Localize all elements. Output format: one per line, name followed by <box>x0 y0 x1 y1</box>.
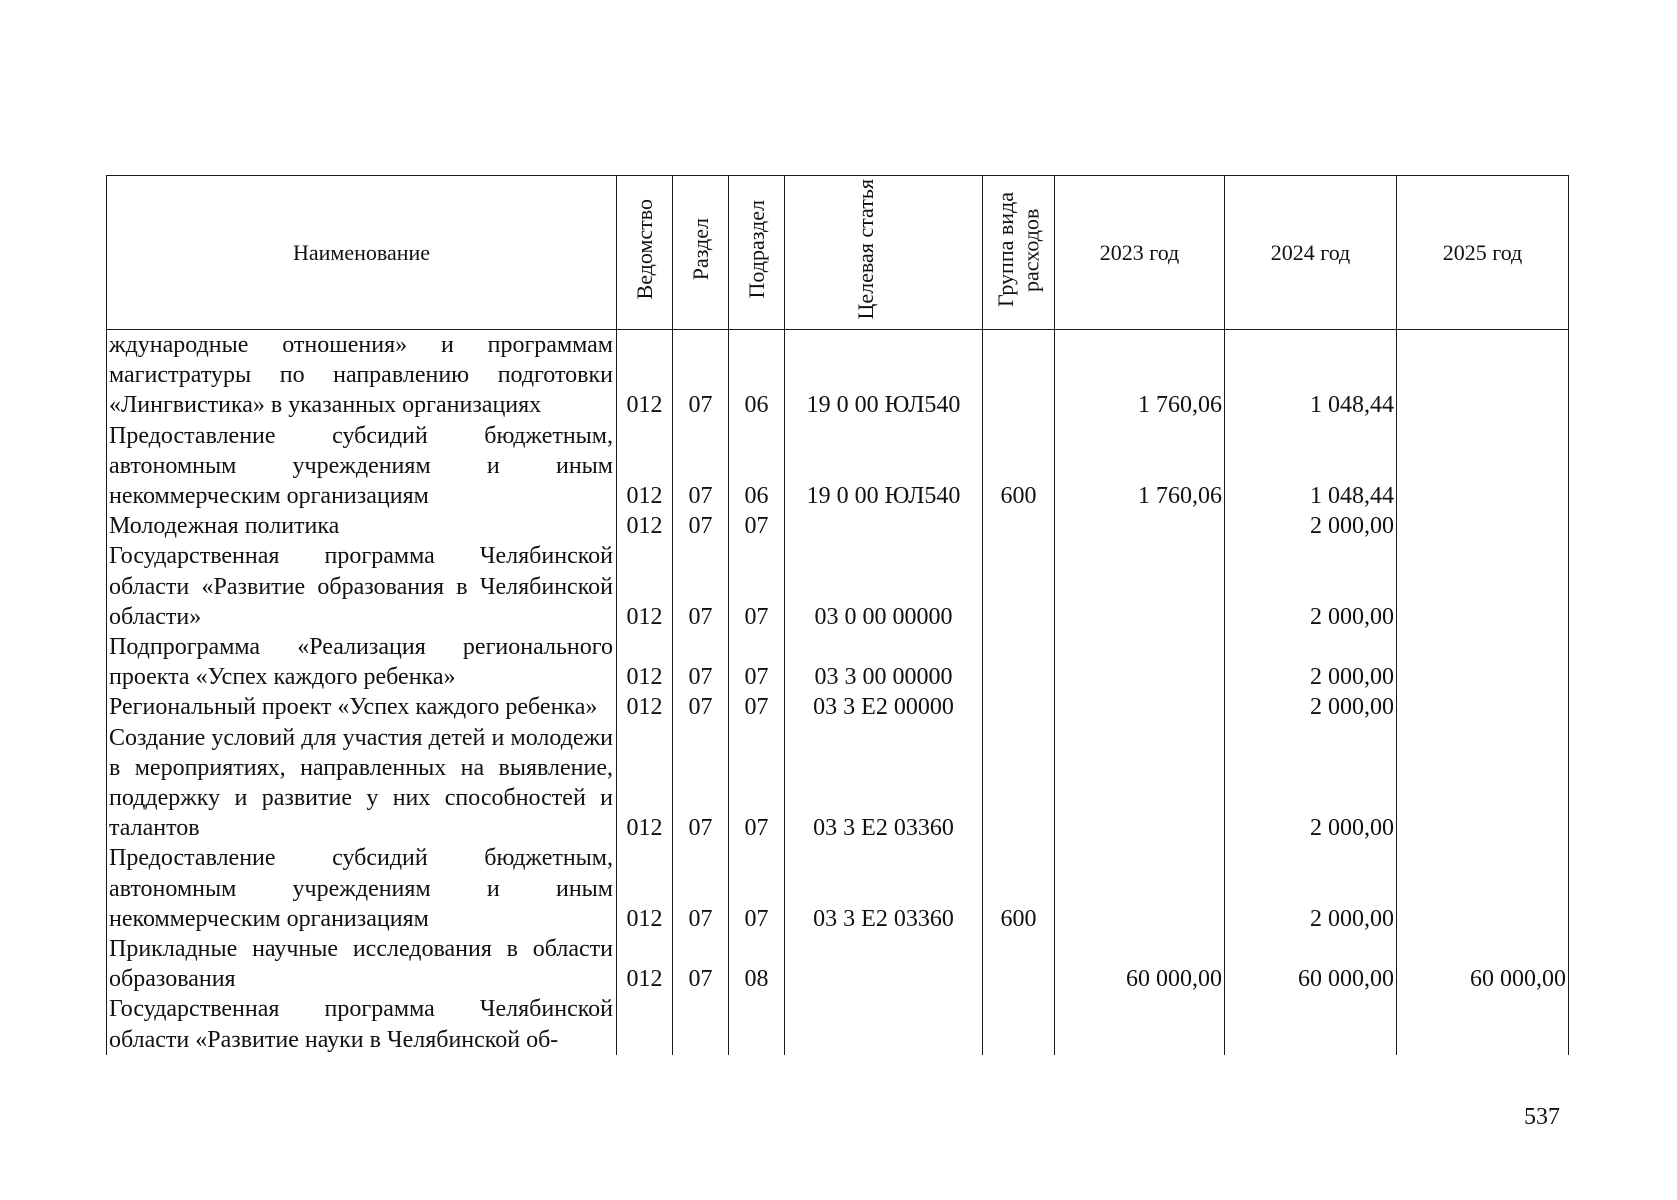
row-target-item <box>785 511 983 541</box>
header-year-2025: 2025 год <box>1397 176 1569 330</box>
row-amount-2025 <box>1397 994 1569 1054</box>
row-section: 07 <box>673 511 729 541</box>
row-expense-group <box>983 692 1055 722</box>
table-row <box>107 632 1569 692</box>
row-amount-2024: 1 048,44 <box>1225 421 1397 512</box>
row-expense-group <box>983 723 1055 844</box>
row-section <box>673 994 729 1054</box>
row-amount-2025 <box>1397 843 1569 934</box>
header-subsection: Подраздел <box>729 176 785 330</box>
row-name: Молодежная политика <box>107 511 617 541</box>
row-department <box>617 994 673 1054</box>
row-amount-2023 <box>1055 692 1225 722</box>
row-amount-2024: 2 000,00 <box>1225 632 1397 692</box>
row-amount-2023 <box>1055 994 1225 1054</box>
row-amount-2025 <box>1397 541 1569 632</box>
row-target-item <box>785 994 983 1054</box>
row-amount-2023 <box>1055 511 1225 541</box>
row-subsection: 07 <box>729 632 785 692</box>
row-subsection: 07 <box>729 511 785 541</box>
row-expense-group <box>983 632 1055 692</box>
row-expense-group <box>983 511 1055 541</box>
row-amount-2024: 1 048,44 <box>1225 330 1397 421</box>
table-row <box>107 511 1569 541</box>
row-amount-2025 <box>1397 421 1569 512</box>
table-row <box>107 421 1569 512</box>
row-target-item <box>785 934 983 994</box>
header-section: Раздел <box>673 176 729 330</box>
row-name: Прикладные научные исследования в области образования <box>107 934 617 994</box>
table-row <box>107 541 1569 632</box>
row-expense-group <box>983 330 1055 421</box>
row-amount-2025 <box>1397 632 1569 692</box>
row-section: 07 <box>673 843 729 934</box>
row-amount-2024: 60 000,00 <box>1225 934 1397 994</box>
table-row <box>107 934 1569 994</box>
row-section: 07 <box>673 632 729 692</box>
row-department: 012 <box>617 692 673 722</box>
row-name: Региональный проект «Успех каждого ребенка» <box>107 692 617 722</box>
row-target-item: 03 3 Е2 03360 <box>785 843 983 934</box>
row-department: 012 <box>617 843 673 934</box>
row-amount-2024: 2 000,00 <box>1225 843 1397 934</box>
table-row <box>107 692 1569 722</box>
table-row <box>107 843 1569 934</box>
table-row <box>107 994 1569 1054</box>
header-name: Наименование <box>107 176 617 330</box>
header-department: Ведомство <box>617 176 673 330</box>
row-name: Предоставление субсидий бюджетным, автономным учреждениям и иным некоммерческим организациям <box>107 421 617 512</box>
row-expense-group: 600 <box>983 421 1055 512</box>
row-subsection: 07 <box>729 843 785 934</box>
row-name: Государственная программа Челябинской области «Развитие образования в Челябинской области» <box>107 541 617 632</box>
row-target-item: 03 3 Е2 00000 <box>785 692 983 722</box>
row-name: ждународные отношения» и программам магистратуры по направлению подготовки «Лингвистика» в указанных организациях <box>107 330 617 421</box>
page-number: 537 <box>1524 1104 1560 1130</box>
row-department: 012 <box>617 421 673 512</box>
row-subsection <box>729 994 785 1054</box>
row-section: 07 <box>673 723 729 844</box>
header-target-item: Целевая статья <box>785 176 983 330</box>
row-amount-2025: 60 000,00 <box>1397 934 1569 994</box>
row-target-item: 03 0 00 00000 <box>785 541 983 632</box>
row-subsection: 06 <box>729 421 785 512</box>
row-department: 012 <box>617 330 673 421</box>
row-amount-2025 <box>1397 692 1569 722</box>
row-amount-2023: 1 760,06 <box>1055 421 1225 512</box>
row-name: Создание условий для участия детей и молодежи в мероприятиях, направленных на выявление, поддержку и развитие у них способностей и талантов <box>107 723 617 844</box>
row-subsection: 08 <box>729 934 785 994</box>
row-amount-2023 <box>1055 632 1225 692</box>
row-expense-group: 600 <box>983 843 1055 934</box>
row-expense-group <box>983 994 1055 1054</box>
row-amount-2025 <box>1397 330 1569 421</box>
row-target-item: 03 3 00 00000 <box>785 632 983 692</box>
table-header-row <box>107 176 1569 330</box>
row-amount-2023: 1 760,06 <box>1055 330 1225 421</box>
header-year-2023: 2023 год <box>1055 176 1225 330</box>
row-target-item: 19 0 00 ЮЛ540 <box>785 421 983 512</box>
row-department: 012 <box>617 511 673 541</box>
row-target-item: 03 3 Е2 03360 <box>785 723 983 844</box>
row-name: Государственная программа Челябинской области «Развитие науки в Челябинской об- <box>107 994 617 1054</box>
row-department: 012 <box>617 541 673 632</box>
row-section: 07 <box>673 421 729 512</box>
row-department: 012 <box>617 632 673 692</box>
budget-table <box>106 175 1569 1055</box>
row-subsection: 07 <box>729 541 785 632</box>
row-amount-2024 <box>1225 994 1397 1054</box>
budget-sheet <box>106 175 1568 1055</box>
row-amount-2024: 2 000,00 <box>1225 511 1397 541</box>
row-section: 07 <box>673 541 729 632</box>
header-year-2024: 2024 год <box>1225 176 1397 330</box>
row-section: 07 <box>673 330 729 421</box>
row-subsection: 07 <box>729 723 785 844</box>
row-amount-2025 <box>1397 723 1569 844</box>
row-amount-2023 <box>1055 541 1225 632</box>
row-amount-2024: 2 000,00 <box>1225 723 1397 844</box>
row-target-item: 19 0 00 ЮЛ540 <box>785 330 983 421</box>
row-section: 07 <box>673 692 729 722</box>
row-section: 07 <box>673 934 729 994</box>
row-department: 012 <box>617 934 673 994</box>
row-amount-2023 <box>1055 723 1225 844</box>
row-amount-2023: 60 000,00 <box>1055 934 1225 994</box>
row-amount-2024: 2 000,00 <box>1225 692 1397 722</box>
row-amount-2024: 2 000,00 <box>1225 541 1397 632</box>
row-expense-group <box>983 934 1055 994</box>
row-name: Предоставление субсидий бюджетным, автономным учреждениям и иным некоммерческим организациям <box>107 843 617 934</box>
table-row <box>107 330 1569 421</box>
table-row <box>107 723 1569 844</box>
row-subsection: 06 <box>729 330 785 421</box>
row-amount-2025 <box>1397 511 1569 541</box>
row-expense-group <box>983 541 1055 632</box>
row-department: 012 <box>617 723 673 844</box>
row-subsection: 07 <box>729 692 785 722</box>
header-expense-group: Группа вида расходов <box>983 176 1055 330</box>
row-name: Подпрограмма «Реализация регионального проекта «Успех каждого ребенка» <box>107 632 617 692</box>
row-amount-2023 <box>1055 843 1225 934</box>
